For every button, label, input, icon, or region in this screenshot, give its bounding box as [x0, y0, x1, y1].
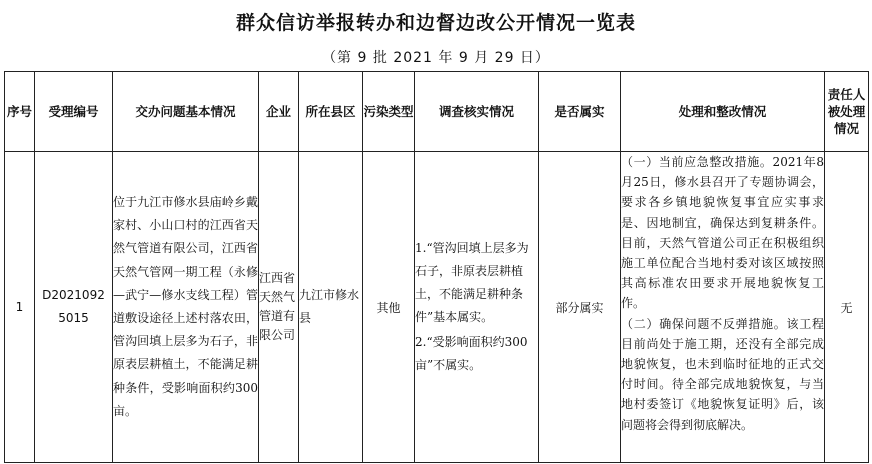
cell-pollution-type: 其他 — [363, 152, 415, 463]
header-accountability: 责任人被处理情况 — [825, 72, 869, 152]
investigation-item-1: 1.“管沟回填上层多为石子，非原表层耕植土，不能满足耕种条件”基本属实。 — [415, 241, 529, 324]
cell-seq: 1 — [5, 152, 35, 463]
cell-investigation — [415, 152, 539, 463]
cell-company: 江西省天然气管道有限公司 — [259, 152, 299, 463]
header-accept-no: 受理编号 — [35, 72, 113, 152]
header-investigation: 调查核实情况 — [415, 72, 539, 152]
handling-item-1: （一）当前应急整改措施。2021年8月25日，修水县召开了专题协调会，要求各乡镇地貌恢复事宜应实事求是、因地制宜，确保达到复耕条件。目前，天然气管道公司正在积极组织施工单位配合当地村委对该区域按照其高标准农田要求开展地貌恢复工作。 — [621, 155, 824, 311]
cell-accept-no: D20210925015 — [35, 152, 113, 463]
cell-verified: 部分属实 — [539, 152, 621, 463]
header-verified: 是否属实 — [539, 72, 621, 152]
header-seq: 序号 — [5, 72, 35, 152]
header-county: 所在县区 — [299, 72, 363, 152]
header-handling: 处理和整改情况 — [621, 72, 825, 152]
cell-handling — [621, 152, 825, 463]
document-title: 群众信访举报转办和边督边改公开情况一览表 — [235, 12, 636, 34]
handling-item-2: （二）确保问题不反弹措施。该工程目前尚处于施工期，还没有全部完成地貌恢复，也未到临时征地的正式交付时间。待全部完成地貌恢复，与当地村委签订《地貌恢复证明》后，该问题将会得到彻底解决。 — [621, 316, 824, 432]
disclosure-table — [4, 71, 869, 463]
cell-accountability: 无 — [825, 152, 869, 463]
header-company: 企业 — [259, 72, 299, 152]
header-pollution-type: 污染类型 — [363, 72, 415, 152]
investigation-item-2: 2.“受影响面积约300亩”不属实。 — [415, 335, 528, 372]
document-subtitle: （第 9 批 2021 年 9 月 29 日） — [322, 50, 550, 66]
table-row — [5, 152, 869, 463]
table-header-row — [5, 72, 869, 152]
cell-problem: 位于九江市修水县庙岭乡戴家村、小山口村的江西省天然气管道有限公司，江西省天然气管网一期工程（永修—武宁—修水支线工程）管道敷设途径上述村落农田，管沟回填上层多为石子，非原表层耕植土，不能满足耕种条件，受影响面积约300亩。 — [113, 152, 259, 463]
cell-county: 九江市修水县 — [299, 152, 363, 463]
header-problem: 交办问题基本情况 — [113, 72, 259, 152]
